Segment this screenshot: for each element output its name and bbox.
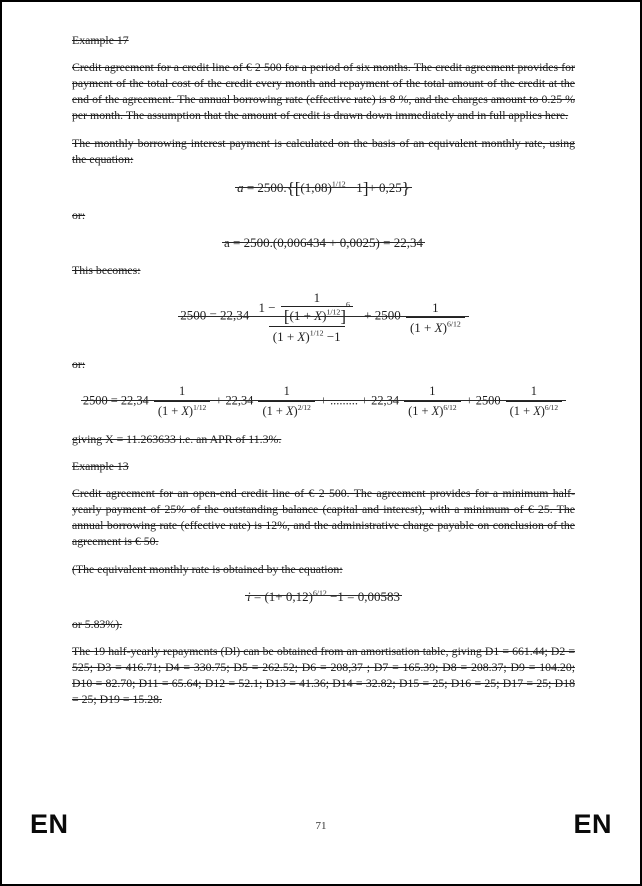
fraction (404, 383, 460, 420)
math-variable: X (434, 319, 443, 335)
fraction (154, 383, 210, 420)
math-token: ] (340, 306, 346, 326)
footer-lang-left: EN (30, 809, 69, 839)
fraction-denominator (404, 401, 460, 420)
fraction (406, 299, 465, 336)
or-label-2: or: (72, 356, 86, 371)
math-variable: X (314, 308, 323, 324)
rate-percentage-text: or 5.83%). (72, 616, 123, 631)
fraction-numerator: 1 (432, 299, 439, 315)
fraction-denominator (269, 326, 345, 345)
fraction-denominator (281, 300, 353, 326)
equation-4-row (72, 383, 575, 420)
math-token: 2500 = 22,34 (82, 393, 149, 408)
math-token: + ......... + 22,34 (320, 393, 400, 408)
math-exponent: 6/12 (312, 588, 327, 598)
math-token: ) (293, 403, 298, 418)
math-token: ) (188, 403, 194, 418)
math-token: 2500 = 22,34 (180, 308, 250, 324)
equation-2-row (72, 234, 575, 251)
fraction (258, 383, 314, 420)
math-token: + 2500 (364, 308, 401, 324)
fraction-numerator: 1 (530, 383, 537, 398)
math-token: ] (362, 178, 369, 198)
math-variable: X (181, 403, 189, 418)
math-token: ) (439, 403, 444, 418)
equation-5-row (72, 588, 575, 605)
equation-3-row (72, 289, 575, 344)
math-token: [ (283, 306, 290, 326)
math-token: (1 + (262, 403, 286, 418)
math-token: {[ (286, 178, 301, 198)
fraction (255, 289, 359, 344)
footer-lang-right: EN (573, 809, 612, 839)
math-token: (1 + (509, 403, 534, 418)
math-variable: X (533, 403, 541, 418)
math-token: + 22,34 (215, 393, 254, 408)
math-exponent: 1/12 (326, 308, 341, 318)
math-token: (1 + (157, 403, 182, 418)
example-17-description: Credit agreement for a credit line of € 2 500 for a period of six months. The credit agreement provides for payment of the total cost of the credit every month and repayment of the total amount of the credit at the end of the agreement. The annual borrowing rate (effective rate) is 8 %, and the charges amount to 0.25 % per month. The assumption that the amount of credit is drawn down immediately and in full applies here. (72, 60, 575, 122)
equation-payment-value (224, 234, 423, 251)
fraction-denominator (406, 317, 465, 336)
math-variable: X (297, 328, 306, 344)
equation-apr-expanded (83, 383, 564, 420)
math-token: ) (540, 403, 545, 418)
example-17-heading: Example 17 (72, 33, 129, 47)
equation-1-row (72, 179, 575, 196)
math-exponent: 1/12 (193, 402, 207, 412)
math-exponent: 2/12 (297, 402, 311, 412)
math-token: (1,08) (300, 180, 332, 195)
fraction-numerator: 1 (283, 383, 290, 398)
page-number: 71 (315, 820, 327, 832)
math-token: (1 + (272, 328, 298, 344)
page-body (72, 32, 575, 719)
math-token: + 2500 (465, 393, 501, 408)
math-variable: i (247, 588, 251, 604)
math-exponent: 1/12 (331, 179, 346, 189)
example-13-description: Credit agreement for an open-end credit line of € 2 500. The agreement provides for a minimum half-yearly payment of 25% of the outstanding balance (capital and interest), with a minimum of € 25. The annual borrowing rate (effective rate) is 12%, and the administrative charge payable on conclusion of the agreement is € 50. (72, 485, 575, 548)
math-token: } (401, 178, 410, 198)
math-token: + 0,25 (368, 180, 402, 195)
fraction (506, 383, 562, 420)
example-13-heading: Example 13 (72, 458, 129, 473)
fraction-numerator: 1 (178, 383, 186, 398)
equation-monthly-rate (247, 588, 400, 605)
fraction-numerator (255, 289, 359, 325)
monthly-rate-intro: The monthly borrowing interest payment is calculated on the basis of an equivalent monthly rate, using the equation: (72, 136, 575, 166)
fraction-numerator: 1 (429, 383, 436, 398)
fraction-denominator (506, 401, 562, 420)
fraction-denominator (258, 401, 314, 420)
apr-result-text: giving X = 11.263633 i.e. an APR of 11.3%. (72, 431, 282, 446)
math-token: −1 = 0,00583 (326, 588, 400, 604)
or-label-1: or: (72, 208, 86, 223)
math-exponent: 6 (345, 300, 350, 310)
repayments-list-text: The 19 half-yearly repayments (Dl) can be obtained from an amortisation table, giving D1 = 661.44; D2 = 525; D3 = 416.71; D4 = 330.75; D5 = 262.52; D6 = 208,37 ; D7 = 165.39; D8 = 208.37; D9 = 104.20; D10 = 82.70; D11 = 65.64; D12 = 52.1; D13 = 41.36; D14 = 32.82; D15 = 25; D16 = 25; D17 = 25; D18 = 25; D19 = 15.28. (72, 643, 575, 706)
math-token: ) (442, 319, 447, 335)
math-token: −1 (323, 328, 341, 344)
math-token: ) (322, 308, 327, 324)
math-token: (1 + (409, 319, 435, 335)
math-token: a (237, 180, 244, 195)
math-token: −1 (345, 180, 363, 195)
math-token: (1 + (289, 308, 315, 324)
math-exponent: 6/12 (443, 402, 457, 412)
equation-monthly-payment (237, 179, 410, 196)
math-token: = 2500. (243, 180, 287, 195)
math-token: = (1+ 0,12) (250, 588, 313, 604)
math-token: a = 2500.(0,006434 + 0,0025) = 22,34 (224, 235, 423, 251)
math-exponent: 6/12 (544, 402, 559, 412)
math-token: (1 + (408, 403, 432, 418)
math-token: ) (305, 328, 310, 344)
this-becomes-label: This becomes: (72, 263, 141, 278)
fraction-denominator (154, 401, 210, 420)
monthly-rate-equation-intro: (The equivalent monthly rate is obtained by the equation: (72, 561, 343, 576)
fraction-numerator: 1 (313, 290, 321, 306)
math-variable: X (285, 403, 294, 418)
fraction (281, 289, 353, 324)
math-variable: X (431, 403, 440, 418)
math-exponent: 1/12 (309, 328, 324, 338)
math-token: 1 − (258, 299, 276, 315)
equation-apr-main (180, 289, 467, 344)
math-exponent: 6/12 (446, 319, 461, 329)
